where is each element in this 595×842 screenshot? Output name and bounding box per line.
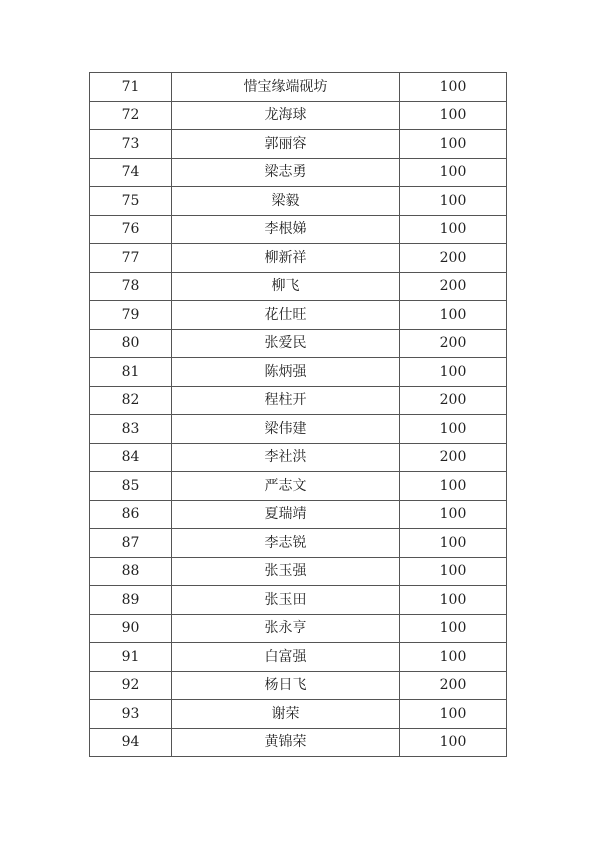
row-number-cell: 85: [90, 472, 172, 501]
amount-cell: 100: [400, 728, 507, 757]
table-row: [90, 614, 507, 643]
row-number-cell: 76: [90, 215, 172, 244]
amount-cell: 200: [400, 329, 507, 358]
donor-name-cell: 梁伟建: [172, 415, 400, 444]
amount-cell: 100: [400, 358, 507, 387]
row-number-cell: 74: [90, 158, 172, 187]
table-row: [90, 244, 507, 273]
amount-cell: 100: [400, 158, 507, 187]
row-number-cell: 72: [90, 101, 172, 130]
donor-name-cell: 陈炳强: [172, 358, 400, 387]
table-row: [90, 272, 507, 301]
row-number-cell: 94: [90, 728, 172, 757]
donor-name-cell: 夏瑞靖: [172, 500, 400, 529]
row-number-cell: 88: [90, 557, 172, 586]
amount-cell: 100: [400, 614, 507, 643]
row-number-cell: 86: [90, 500, 172, 529]
donor-name-cell: 张玉强: [172, 557, 400, 586]
amount-cell: 100: [400, 73, 507, 102]
row-number-cell: 93: [90, 700, 172, 729]
table-row: [90, 358, 507, 387]
table-row: [90, 415, 507, 444]
row-number-cell: 77: [90, 244, 172, 273]
row-number-cell: 92: [90, 671, 172, 700]
amount-cell: 100: [400, 472, 507, 501]
row-number-cell: 87: [90, 529, 172, 558]
row-number-cell: 73: [90, 130, 172, 159]
table-row: [90, 671, 507, 700]
donor-name-cell: 张永亨: [172, 614, 400, 643]
amount-cell: 100: [400, 643, 507, 672]
donor-name-cell: 程柱开: [172, 386, 400, 415]
table-row: [90, 73, 507, 102]
amount-cell: 100: [400, 130, 507, 159]
table-row: [90, 728, 507, 757]
amount-cell: 100: [400, 529, 507, 558]
row-number-cell: 90: [90, 614, 172, 643]
amount-cell: 200: [400, 386, 507, 415]
table-row: [90, 130, 507, 159]
table-row: [90, 557, 507, 586]
donor-name-cell: 张玉田: [172, 586, 400, 615]
row-number-cell: 84: [90, 443, 172, 472]
row-number-cell: 78: [90, 272, 172, 301]
table-row: [90, 500, 507, 529]
row-number-cell: 79: [90, 301, 172, 330]
table-row: [90, 472, 507, 501]
row-number-cell: 80: [90, 329, 172, 358]
amount-cell: 200: [400, 272, 507, 301]
donor-name-cell: 花仕旺: [172, 301, 400, 330]
table-body: [90, 73, 507, 757]
table-row: [90, 215, 507, 244]
row-number-cell: 91: [90, 643, 172, 672]
amount-cell: 100: [400, 415, 507, 444]
row-number-cell: 75: [90, 187, 172, 216]
donor-name-cell: 杨日飞: [172, 671, 400, 700]
table-row: [90, 443, 507, 472]
row-number-cell: 89: [90, 586, 172, 615]
table-row: [90, 643, 507, 672]
table-row: [90, 700, 507, 729]
table-row: [90, 386, 507, 415]
donor-name-cell: 黄锦荣: [172, 728, 400, 757]
amount-cell: 100: [400, 500, 507, 529]
amount-cell: 100: [400, 101, 507, 130]
row-number-cell: 83: [90, 415, 172, 444]
amount-cell: 100: [400, 700, 507, 729]
row-number-cell: 82: [90, 386, 172, 415]
table-row: [90, 529, 507, 558]
amount-cell: 100: [400, 187, 507, 216]
donor-name-cell: 严志文: [172, 472, 400, 501]
donor-table: [89, 72, 507, 757]
donor-name-cell: 李志锐: [172, 529, 400, 558]
amount-cell: 100: [400, 557, 507, 586]
table-row: [90, 158, 507, 187]
amount-cell: 200: [400, 671, 507, 700]
amount-cell: 200: [400, 244, 507, 273]
table-row: [90, 101, 507, 130]
table-row: [90, 329, 507, 358]
donor-name-cell: 龙海球: [172, 101, 400, 130]
donor-name-cell: 惜宝缘端砚坊: [172, 73, 400, 102]
donor-name-cell: 李根娣: [172, 215, 400, 244]
table-row: [90, 187, 507, 216]
donor-name-cell: 梁志勇: [172, 158, 400, 187]
table-row: [90, 301, 507, 330]
donor-name-cell: 谢荣: [172, 700, 400, 729]
table-row: [90, 586, 507, 615]
donor-name-cell: 李社洪: [172, 443, 400, 472]
donor-name-cell: 张爱民: [172, 329, 400, 358]
donor-name-cell: 柳新祥: [172, 244, 400, 273]
donor-name-cell: 郭丽容: [172, 130, 400, 159]
amount-cell: 100: [400, 301, 507, 330]
amount-cell: 100: [400, 215, 507, 244]
donor-name-cell: 白富强: [172, 643, 400, 672]
donor-name-cell: 柳飞: [172, 272, 400, 301]
donor-name-cell: 梁毅: [172, 187, 400, 216]
amount-cell: 200: [400, 443, 507, 472]
row-number-cell: 71: [90, 73, 172, 102]
row-number-cell: 81: [90, 358, 172, 387]
amount-cell: 100: [400, 586, 507, 615]
